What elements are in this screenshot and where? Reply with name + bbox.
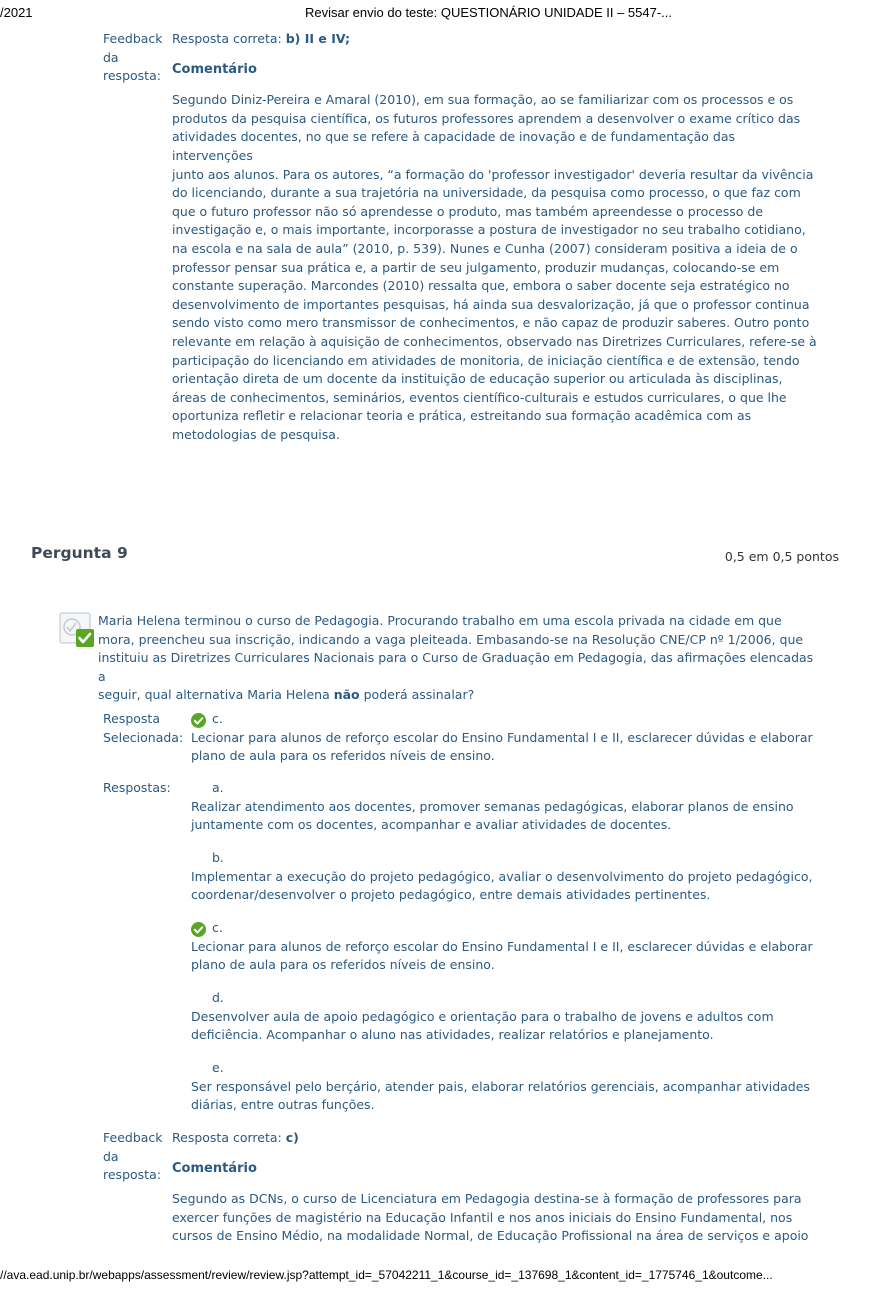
selected-answer-row (103, 710, 818, 770)
selected-answer-label: Resposta Selecionada: (103, 711, 184, 745)
correct-question-icon (59, 612, 95, 648)
q8-comment-text: Segundo Diniz-Pereira e Amaral (2010), em sua formação, ao se familiarizar com os processos e os produtos da pesquisa científica, os futuros professores aprendem a desenvolver o exame crítico das atividades docentes, no que se refere à capacidade de inovação e de fundamentação das intervenções junto aos alunos. Para os autores, “a formação do 'professor investigador' deveria resultar da vivência do licenciando, durante a sua trajetória na universidade, da pesquisa como processo, o que faz com que o futuro professor não só aprendesse o produto, mas também apreendesse o processo de investigação e, o mais importante, incorporasse a postura de investigador no seu trabalho cotidiano, na escola e na sala de aula” (2010, p. 539). Nunes e Cunha (2007) consideram positiva a ideia de o professor pensar sua prática e, a partir de seu julgamento, produzir mudanças, colocando-se em constante superação. Marcondes (2010) ressalta que, embora o saber docente seja estratégico no desenvolvimento de importantes pesquisas, há ainda sua desvalorização, já que o professor continua sendo visto como mero transmissor de conhecimentos, e não capaz de produzir saberes. Outro ponto relevante em relação à aquisição de conhecimentos, observado nas Diretrizes Curriculares, refere-se à participação do licenciando em atividades de monitoria, de iniciação científica e de extensão, tendo orientação direta de um docente da instituição de educação superior ou articulada às disciplinas, áreas de conhecimentos, seminários, eventos científico-culturais e estudos curriculares, o que lhe oportuniza refletir e relacionar teoria e prática, estreitando sua formação acadêmica com as metodologias de pesquisa. (172, 92, 817, 442)
answer-e-text: Ser responsável pelo berçário, atender pais, elaborar relatórios gerenciais, acompanhar atividades diárias, entre outras funções. (191, 1078, 810, 1113)
q9-correct-answer: Resposta correta: c) (172, 1130, 299, 1145)
q9-feedback-row (103, 1129, 818, 1264)
answer-e-letter: e. (212, 1060, 224, 1075)
question-points: 0,5 em 0,5 pontos (724, 549, 839, 564)
answer-c-text: Lecionar para alunos de reforço escolar do Ensino Fundamental I e II, esclarecer dúvidas e elaborar plano de aula para os referidos níveis de ensino. (191, 938, 813, 973)
print-date: /2021 (0, 5, 33, 20)
q9-comment-text: Segundo as DCNs, o curso de Licenciatura em Pedagogia destina-se à formação de professores para exercer funções de magistério na Educação Infantil e nos anos iniciais do Ensino Fundamental, nos cursos de Ensino Médio, na modalidade Normal, de Educação Profissional na área de serviços e apoio (172, 1191, 809, 1244)
selected-answer-text: Lecionar para alunos de reforço escolar do Ensino Fundamental I e II, esclarecer dúvidas e elaborar plano de aula para os referidos níveis de ensino. (191, 729, 813, 764)
q9-feedback-label: Feedback da resposta: (103, 1130, 163, 1183)
q8-feedback-label: Feedback da resposta: (103, 31, 163, 84)
answer-c-correct-check-icon (191, 922, 206, 937)
answer-b-letter: b. (212, 850, 224, 865)
q9-feedback-content (172, 1129, 818, 1246)
answer-d-text: Desenvolver aula de apoio pedagógico e orientação para o trabalho de jovens e adultos com deficiência. Acompanhar o aluno nas atividades, realizar relatórios e planejamento. (191, 1008, 774, 1043)
answer-d-letter: d. (212, 990, 224, 1005)
q9-comment-heading: Comentário (172, 1160, 257, 1176)
correct-check-icon (191, 713, 206, 728)
answers-block (103, 779, 818, 1119)
print-header (0, 5, 875, 23)
answers-label: Respostas: (103, 780, 171, 795)
selected-answer-letter: c. (212, 711, 223, 726)
answer-a-letter: a. (212, 780, 224, 795)
print-page-title: Revisar envio do teste: QUESTIONÁRIO UNIDADE II – 5547-... (305, 5, 673, 20)
print-url: //ava.ead.unip.br/webapps/assessment/review/review.jsp?attempt_id=_57042211_1&course_id=_137698_1&content_id=_1775746_1&outcome... (0, 1268, 773, 1282)
q8-comment-heading: Comentário (172, 61, 257, 77)
answer-a-text: Realizar atendimento aos docentes, promover semanas pedagógicas, elaborar planos de ensino juntamente com os docentes, acompanhar e avaliar atividades de docentes. (191, 798, 794, 833)
answer-c-letter: c. (212, 920, 223, 935)
question-title: Pergunta 9 (31, 544, 128, 562)
q8-correct-answer: Resposta correta: b) II e IV; (172, 31, 350, 46)
answer-b-text: Implementar a execução do projeto pedagógico, avaliar o desenvolvimento do projeto pedagógico, coordenar/desenvolver o projeto pedagógico, entre demais atividades pertinentes. (191, 868, 813, 903)
question-text: Maria Helena terminou o curso de Pedagogia. Procurando trabalho em uma escola privada na cidade em que mora, preencheu sua inscrição, indicando a vaga pleiteada. Embasando-se na Resolução CNE/CP nº 1/2006, que instituiu as Diretrizes Curriculares Nacionais para o Curso de Graduação em Pedagogia, das afirmações elencadas a seguir, qual alternativa Maria Helena não poderá assinalar? (98, 613, 814, 703)
q8-feedback-content (172, 30, 818, 444)
